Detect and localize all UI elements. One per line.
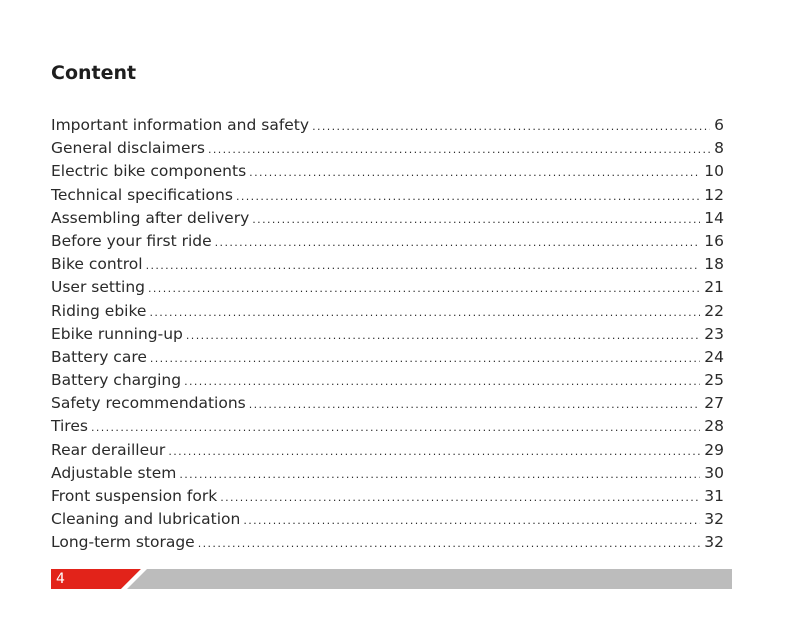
toc-entry-label: Battery care — [51, 347, 147, 366]
table-of-contents — [51, 114, 724, 555]
toc-entry-page: 28 — [704, 417, 724, 436]
toc-dot-leader — [312, 115, 710, 138]
toc-entry-label: Battery charging — [51, 371, 182, 390]
toc-dot-leader — [243, 509, 700, 532]
toc-dot-leader — [252, 208, 700, 231]
toc-entry[interactable] — [51, 508, 724, 531]
toc-entry-label: Technical specifications — [51, 185, 233, 204]
toc-entry-page: 32 — [704, 510, 724, 529]
toc-entry-label: Cleaning and lubrication — [51, 510, 241, 529]
toc-entry-label: Bike control — [51, 255, 143, 274]
toc-entry-label: Important information and safety — [51, 116, 310, 134]
footer-bar-graphic — [51, 569, 732, 589]
toc-entry-label: Tires — [51, 417, 88, 436]
page-number: 4 — [56, 571, 65, 587]
toc-entry-label: Adjustable stem — [51, 463, 177, 482]
toc-entry[interactable] — [51, 300, 724, 323]
toc-dot-leader — [236, 185, 700, 208]
toc-dot-leader — [146, 254, 701, 277]
toc-entry-page: 27 — [704, 394, 724, 413]
toc-entry-page: 23 — [704, 324, 724, 343]
toc-entry[interactable] — [51, 230, 724, 253]
page-title: Content — [51, 62, 137, 84]
toc-entry-page: 12 — [704, 185, 724, 204]
toc-entry-label: Front suspension fork — [51, 487, 218, 505]
toc-entry-label: Assembling after delivery — [51, 208, 250, 227]
toc-entry-page: 25 — [704, 371, 724, 390]
toc-entry-page: 10 — [704, 162, 724, 181]
toc-entry[interactable] — [51, 160, 724, 183]
toc-dot-leader — [149, 301, 700, 324]
toc-entry[interactable] — [51, 439, 724, 462]
toc-dot-leader — [186, 324, 700, 347]
toc-dot-leader — [179, 463, 700, 486]
toc-entry-page: 14 — [704, 208, 724, 227]
toc-entry[interactable] — [51, 276, 724, 299]
toc-entry-label: Long-term storage — [51, 533, 195, 552]
toc-entry-page: 18 — [704, 255, 724, 274]
toc-dot-leader — [198, 532, 701, 555]
toc-entry[interactable] — [51, 346, 724, 369]
toc-dot-leader — [168, 440, 700, 463]
toc-entry-label: Riding ebike — [51, 301, 147, 320]
toc-entry[interactable] — [51, 207, 724, 230]
toc-dot-leader — [184, 370, 700, 393]
toc-entry-page: 24 — [704, 347, 724, 366]
toc-entry[interactable] — [51, 531, 724, 554]
toc-entry-page: 16 — [704, 231, 724, 250]
toc-entry-label: Electric bike components — [51, 162, 247, 181]
toc-entry-page: 29 — [704, 440, 724, 459]
toc-entry-page: 22 — [704, 301, 724, 320]
toc-dot-leader — [150, 347, 700, 370]
toc-dot-leader — [91, 416, 700, 439]
toc-entry[interactable] — [51, 485, 724, 508]
toc-dot-leader — [148, 277, 700, 300]
toc-dot-leader — [215, 231, 701, 254]
toc-entry[interactable] — [51, 137, 724, 160]
toc-entry-label: Before your first ride — [51, 231, 212, 250]
toc-dot-leader — [220, 486, 700, 509]
toc-dot-leader — [249, 393, 701, 416]
toc-entry[interactable] — [51, 369, 724, 392]
toc-entry[interactable] — [51, 392, 724, 415]
toc-entry[interactable] — [51, 184, 724, 207]
toc-entry-page: 8 — [714, 139, 724, 158]
toc-entry-label: Safety recommendations — [51, 394, 246, 413]
toc-entry-label: User setting — [51, 278, 145, 297]
toc-entry-page: 6 — [714, 116, 724, 134]
toc-entry[interactable] — [51, 415, 724, 438]
footer-bar-grey — [51, 569, 732, 589]
toc-entry-page: 30 — [704, 463, 724, 482]
toc-entry[interactable] — [51, 253, 724, 276]
toc-entry-label: Ebike running-up — [51, 324, 183, 343]
toc-entry-label: General disclaimers — [51, 139, 205, 158]
toc-entry[interactable] — [51, 323, 724, 346]
toc-entry[interactable] — [51, 462, 724, 485]
toc-entry-page: 31 — [704, 487, 724, 505]
toc-entry-page: 32 — [704, 533, 724, 552]
toc-entry-label: Rear derailleur — [51, 440, 166, 459]
toc-dot-leader — [208, 138, 710, 161]
footer-bar — [51, 569, 732, 589]
toc-entry[interactable] — [51, 114, 724, 137]
toc-dot-leader — [249, 161, 700, 184]
toc-entry-page: 21 — [704, 278, 724, 297]
